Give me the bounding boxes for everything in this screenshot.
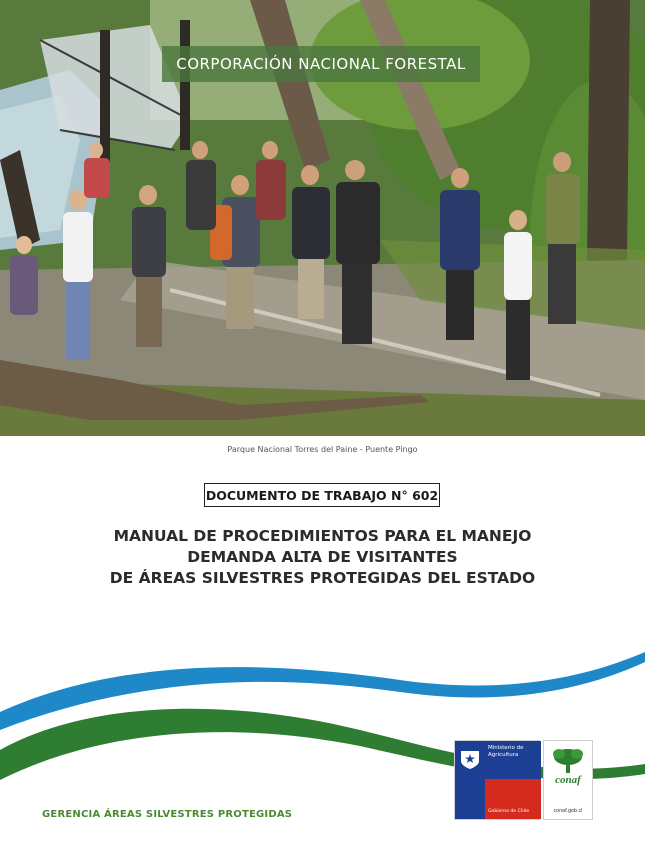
ministry-line-1: Ministerio de xyxy=(488,745,524,751)
title-line-1: MANUAL DE PROCEDIMIENTOS PARA EL MANEJO xyxy=(113,527,532,545)
conaf-logo xyxy=(543,740,593,820)
chile-coat-of-arms-icon xyxy=(457,747,483,771)
ministry-line-2: Agricultura xyxy=(488,752,519,758)
photo-caption: Parque Nacional Torres del Paine - Puente Pingo xyxy=(227,445,418,454)
document-label: DOCUMENTO DE TRABAJO N° 602 xyxy=(204,483,440,507)
conaf-wordmark: conaf xyxy=(555,774,581,786)
document-title xyxy=(20,526,625,589)
ministry-name xyxy=(488,745,540,759)
ministry-of-agriculture-logo xyxy=(454,740,540,820)
organization-banner: CORPORACIÓN NACIONAL FORESTAL xyxy=(162,46,480,82)
footer-unit-name: GERENCIA ÁREAS SILVESTRES PROTEGIDAS xyxy=(42,809,293,820)
government-label: Gobierno de Chile xyxy=(488,809,530,814)
conaf-url: conaf.gob.cl xyxy=(553,809,583,814)
title-line-3: DE ÁREAS SILVESTRES PROTEGIDAS DEL ESTADO xyxy=(109,569,536,587)
title-line-2: DEMANDA ALTA DE VISITANTES xyxy=(187,548,458,566)
conaf-tree-icon xyxy=(544,743,592,803)
